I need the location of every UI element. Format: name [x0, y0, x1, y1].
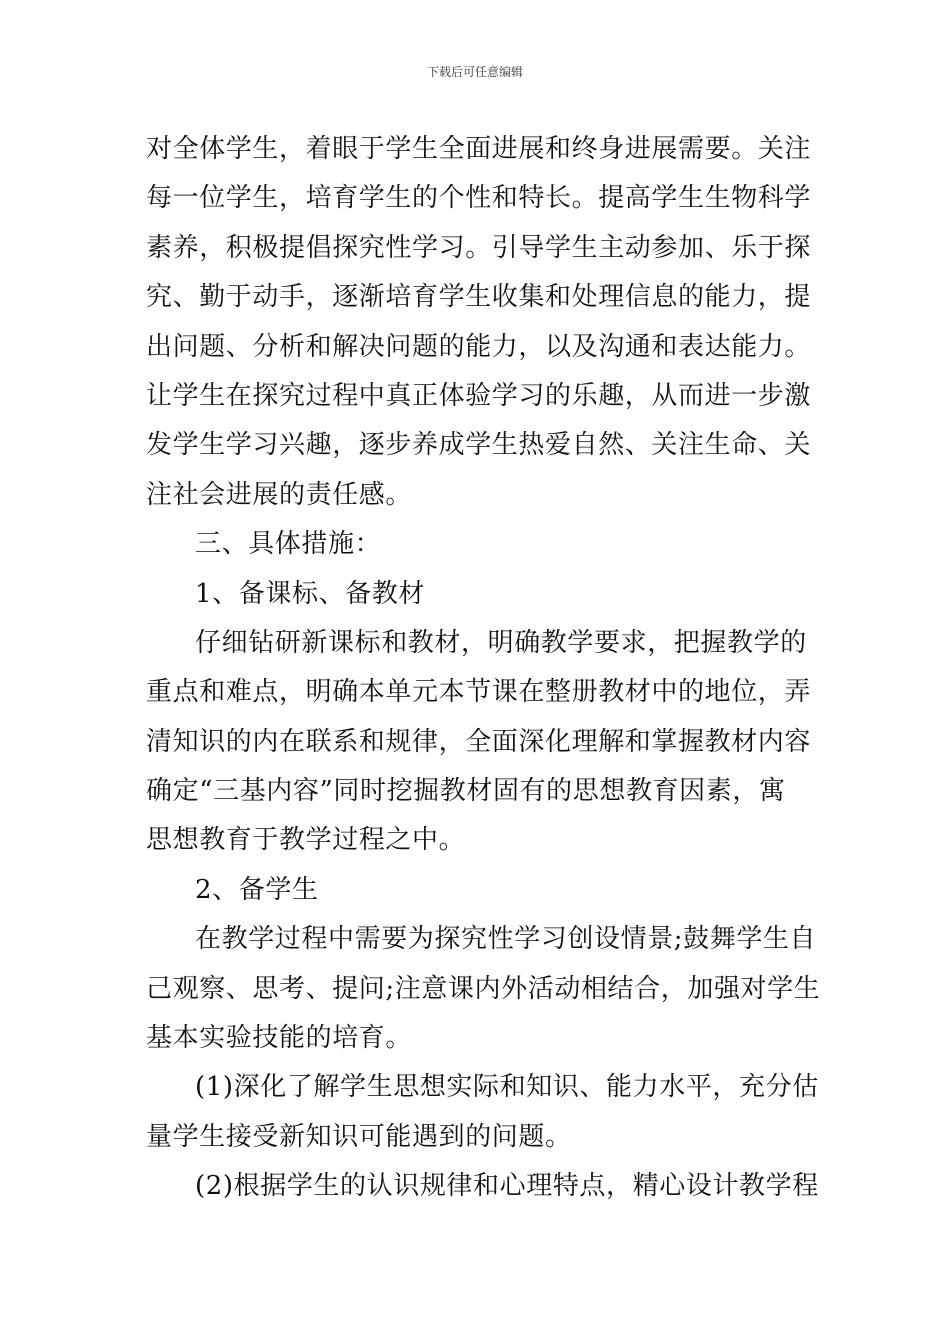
page-header: 下载后可任意编辑 [426, 65, 523, 79]
document-body [146, 125, 821, 1212]
text-line: 基本实验技能的培育。 [146, 1023, 413, 1054]
text-line: 每一位学生，培育学生的个性和特长。提高学生生物科学 [146, 183, 812, 214]
text-line: 三、具体措施： [195, 529, 382, 560]
text-line: 发学生学习兴趣，逐步养成学生热爱自然、关注生命、关 [146, 430, 812, 461]
text-line: 思想教育于教学过程之中。 [146, 825, 466, 856]
text-line: (2)根据学生的认识规律和心理特点，精心设计教学程 [195, 1171, 819, 1202]
text-line: 清知识的内在联系和规律，全面深化理解和掌握教材内容 [146, 726, 812, 757]
text-line: 让学生在探究过程中真正体验学习的乐趣，从而进一步激 [146, 380, 812, 411]
text-line: 究、勤于动手，逐渐培育学生收集和处理信息的能力，提 [146, 282, 812, 313]
text-line: (1)深化了解学生思想实际和知识、能力水平，充分估 [195, 1072, 819, 1103]
text-line: 出问题、分析和解决问题的能力，以及沟通和表达能力。 [146, 331, 812, 362]
text-line: 2、备学生 [195, 874, 319, 905]
text-line: 素养，积极提倡探究性学习。引导学生主动参加、乐于探 [146, 232, 812, 263]
text-line: 1、备课标、备教材 [195, 578, 425, 609]
text-line: 对全体学生，着眼于学生全面进展和终身进展需要。关注 [146, 134, 812, 164]
text-line: 量学生接受新知识可能遇到的问题。 [146, 1121, 572, 1152]
text-line: 重点和难点，明确本单元本节课在整册教材中的地位，弄 [146, 677, 812, 708]
text-line: 在教学过程中需要为探究性学习创设情景;鼓舞学生自 [195, 924, 817, 955]
text-line: 注社会进展的责任感。 [146, 479, 413, 510]
text-line: 仔细钻研新课标和教材，明确教学要求，把握教学的 [195, 627, 807, 658]
text-line: 确定“三基内容”同时挖掘教材固有的思想教育因素，寓 [146, 776, 786, 807]
text-line: 己观察、思考、提问;注意课内外活动相结合，加强对学生 [146, 973, 821, 1004]
